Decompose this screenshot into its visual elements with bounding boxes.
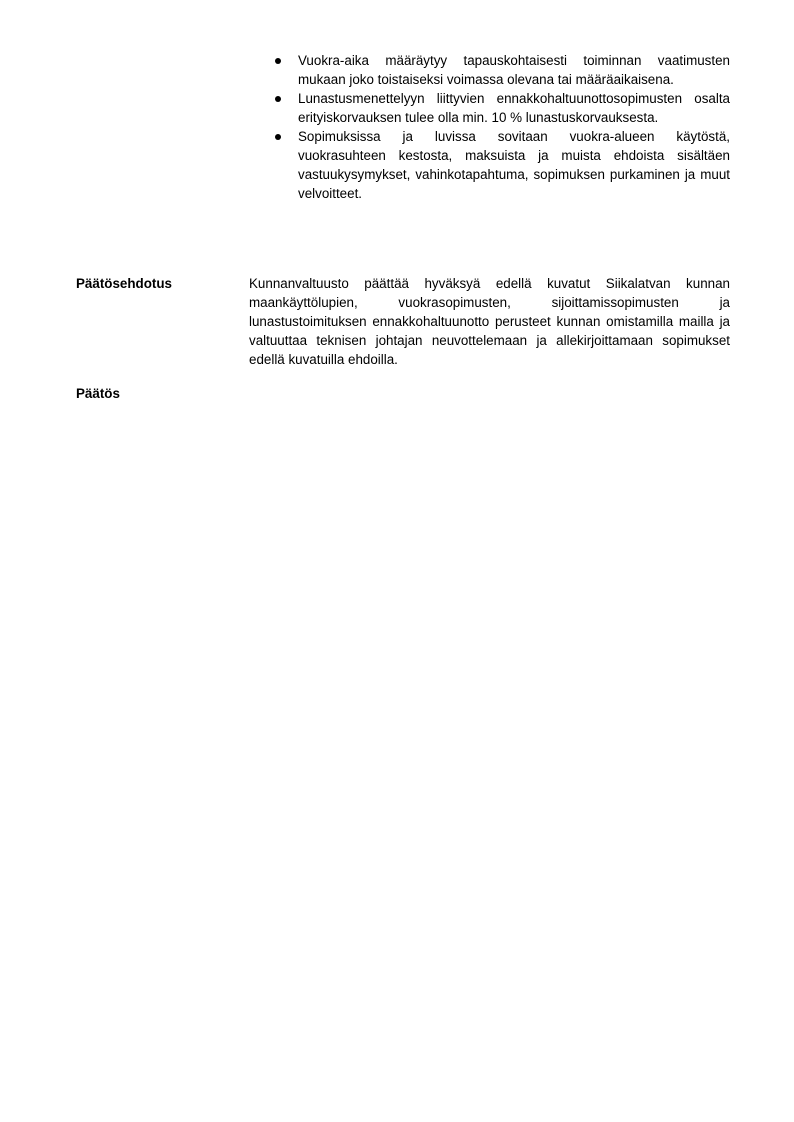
proposal-text: Kunnanvaltuusto päättää hyväksyä edellä kuvatut Siikalatvan kunnan maankäyttölupien, vuokrasopimusten, sijoittamissopimusten ja lunastustoimituksen ennakkohaltuunotto perusteet kunnan omistamilla mailla ja valtuuttaa teknisen johtajan neuvottelemaan ja allekirjoittamaan sopimukset edellä kuvatuilla ehdoilla. xyxy=(249,276,730,367)
bullet-item xyxy=(270,89,730,127)
proposal-label: Päätösehdotus xyxy=(76,276,172,291)
bullet-item xyxy=(270,127,730,203)
bullet-item xyxy=(270,51,730,89)
bullet-text: Vuokra-aika määräytyy tapauskohtaisesti toiminnan vaatimusten mukaan joko toistaiseksi voimassa olevana tai määräaikaisena. xyxy=(298,53,730,87)
bullet-text: Sopimuksissa ja luvissa sovitaan vuokra-alueen käytöstä, vuokrasuhteen kestosta, maksuista ja muista ehdoista sisältäen vastuukysymykset, vahinkotapahtuma, sopimuksen purkaminen ja muut velvoitteet. xyxy=(298,129,730,201)
bullet-text: Lunastusmenettelyyn liittyvien ennakkohaltuunottosopimusten osalta erityiskorvauksen tulee olla min. 10 % lunastuskorvauksesta. xyxy=(298,91,730,125)
bullet-dot-icon xyxy=(275,134,281,140)
bullet-dot-icon xyxy=(275,58,281,64)
conditions-bullet-list xyxy=(270,51,730,203)
decision-label: Päätös xyxy=(76,386,120,401)
bullet-dot-icon xyxy=(275,96,281,102)
